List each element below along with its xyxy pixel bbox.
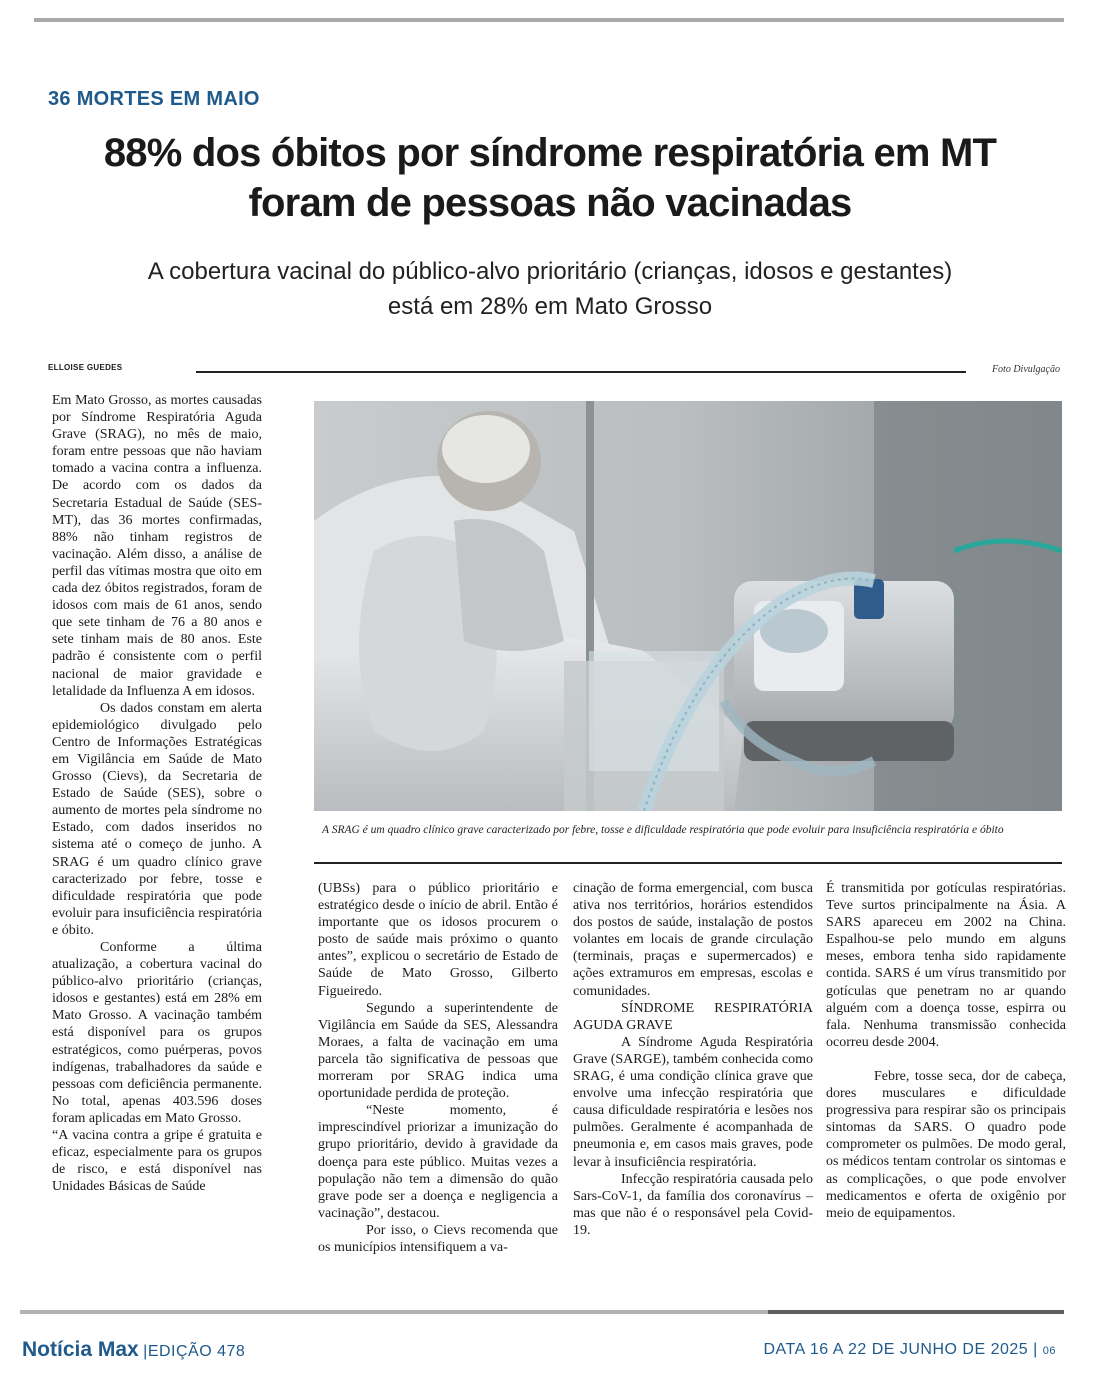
headline-line-2: foram de pessoas não vacinadas <box>248 181 852 225</box>
paragraph: Febre, tosse seca, dor de cabeça, dores musculares e dificuldade progressiva para respirar são os principais sintomas da SARS. O quadro pode comprometer os pulmões. De modo geral, os médicos tentam controlar os sintomas e as complicações, o que pode envolver medicamentos e oferta de oxigênio por meio de equipamentos. <box>826 1068 1066 1221</box>
edition-date: DATA 16 A 22 DE JUNHO DE 2025 <box>763 1341 1029 1358</box>
edition-number: |EDIÇÃO 478 <box>143 1343 246 1360</box>
hospital-patient-illustration <box>314 401 1062 811</box>
paragraph: cinação de forma emergencial, com busca ativa nos territórios, horários estendidos dos postos de saúde, instalação de postos volantes em locais de grande circulação (terminais, praças e supermercados) e ações extramuros em empresas, escolas e comunidades. <box>573 881 813 999</box>
kicker: 36 MORTES EM MAIO <box>48 88 260 110</box>
paragraph: A Síndrome Aguda Respiratória Grave (SARGE), também conhecida como SRAG, é uma condição clínica grave que envolve uma infecção respiratória que causa dificuldade respiratória e lesões nos pulmões. Geralmente é acompanhada de pneumonia e, em casos mais graves, pode levar à insuficiência respiratória. <box>573 1034 813 1170</box>
byline: ELLOISE GUEDES <box>48 363 123 372</box>
page-number: 06 <box>1042 1345 1056 1357</box>
footer-rule-right <box>768 1310 1064 1314</box>
paragraph: Infecção respiratória causada pelo Sars-CoV-1, da família dos coronavírus – mas que não é o responsável pela Covid-19. <box>573 1171 813 1238</box>
headline-line-1: 88% dos óbitos por síndrome respiratória em MT <box>103 131 997 175</box>
subhead-line-2: está em 28% em Mato Grosso <box>387 293 713 320</box>
column-3 <box>573 880 813 1239</box>
paragraph: Conforme a última atualização, a cobertura vacinal do público-alvo prioritário (crianças, idosos e gestantes) está em 28% em Mato Grosso. A vacinação também está disponível para os grupos estratégicos, como puérperas, povos indígenas, trabalhadores da saúde e pessoas com deficiência permanente. No total, apenas 403.596 doses foram aplicadas em Mato Grosso. <box>52 940 262 1126</box>
photo-caption: A SRAG é um quadro clínico grave caracterizado por febre, tosse e dificuldade respiratória que pode evoluir para insuficiência respiratória e óbito <box>322 824 1004 836</box>
caption-rule <box>314 862 1062 864</box>
column-1 <box>52 392 262 1195</box>
subhead-line-1: A cobertura vacinal do público-alvo prioritário (crianças, idosos e gestantes) <box>147 258 953 285</box>
publication-name: Notícia Max <box>22 1338 139 1361</box>
column-4 <box>826 880 1066 1222</box>
footer-separator: | <box>1033 1341 1038 1358</box>
paragraph: Por isso, o Cievs recomenda que os municípios intensifiquem a va- <box>318 1222 558 1255</box>
footer-date-page <box>764 1341 1057 1359</box>
top-rule <box>34 18 1064 22</box>
column-2 <box>318 880 558 1256</box>
footer-rule-left <box>20 1310 768 1314</box>
paragraph: Segundo a superintendente de Vigilância em Saúde da SES, Alessandra Moraes, a falta de vacinação em uma parcela tão significativa de pessoas que morreram por SRAG indica uma oportunidade perdida de proteção. <box>318 1000 558 1102</box>
headline <box>40 128 1060 228</box>
byline-rule <box>196 371 966 373</box>
paragraph: “Neste momento, é imprescindível priorizar a imunização do grupo prioritário, devido à gravidade da doença para este público. Muitas vezes a população não tem a dimensão do quão grave pode ser a doença e negligencia a vacinação”, destacou. <box>318 1103 558 1221</box>
paragraph: É transmitida por gotículas respiratórias. Teve surtos principalmente na Ásia. A SARS apareceu em 2002 na China. Espalhou-se pelo mundo em alguns meses, embora tenha sido rapidamente contida. SARS é um vírus transmitido por gotículas que penetram no ar quando alguém com a doença tosse, espirra ou fala. Nenhuma transmissão conhecida ocorreu desde 2004. <box>826 881 1066 1050</box>
article-photo <box>314 401 1062 811</box>
footer-publication <box>22 1338 245 1362</box>
subhead <box>40 254 1060 324</box>
paragraph: (UBSs) para o público prioritário e estratégico desde o início de abril. Então é importante que os idosos procurem o posto de saúde mais próximo o quanto antes”, explicou o secretário de Estado de Saúde de Mato Grosso, Gilberto Figueiredo. <box>318 881 558 999</box>
section-subhead: SÍNDROME RESPIRATÓRIA AGUDA GRAVE <box>573 1000 813 1033</box>
photo-credit: Foto Divulgação <box>991 364 1060 375</box>
paragraph: Em Mato Grosso, as mortes causadas por Síndrome Respiratória Aguda Grave (SRAG), no mês de maio, foram entre pessoas que não haviam tomado a vacina contra a influenza. De acordo com os dados da Secretaria Estadual de Saúde (SES-MT), das 36 mortes confirmadas, 88% não tinham registros de vacinação. Além disso, a análise de perfil das vítimas mostra que oito em cada dez óbitos registrados, foram de idosos com mais de 61 anos, sendo que sete tinham de 76 a 80 anos e sete tinham mais de 80 anos. Este padrão é consistente com o perfil nacional de maior gravidade e letalidade da Influenza A em idosos. <box>52 393 262 699</box>
paragraph: “A vacina contra a gripe é gratuita e eficaz, especialmente para os grupos de risco, e está disponível nas Unidades Básicas de Saúde <box>52 1128 262 1195</box>
paragraph: Os dados constam em alerta epidemiológico divulgado pelo Centro de Informações Estratégicas em Vigilância em Saúde de Mato Grosso (Cievs), da Secretaria de Estado de Saúde (SES), sobre o aumento de mortes pela síndrome no Estado, com dados inseridos no sistema até o começo de junho. A SRAG é um quadro clínico grave caracterizado por febre, tosse e dificuldade respiratória que pode evoluir para insuficiência respiratória e óbito. <box>52 700 262 938</box>
